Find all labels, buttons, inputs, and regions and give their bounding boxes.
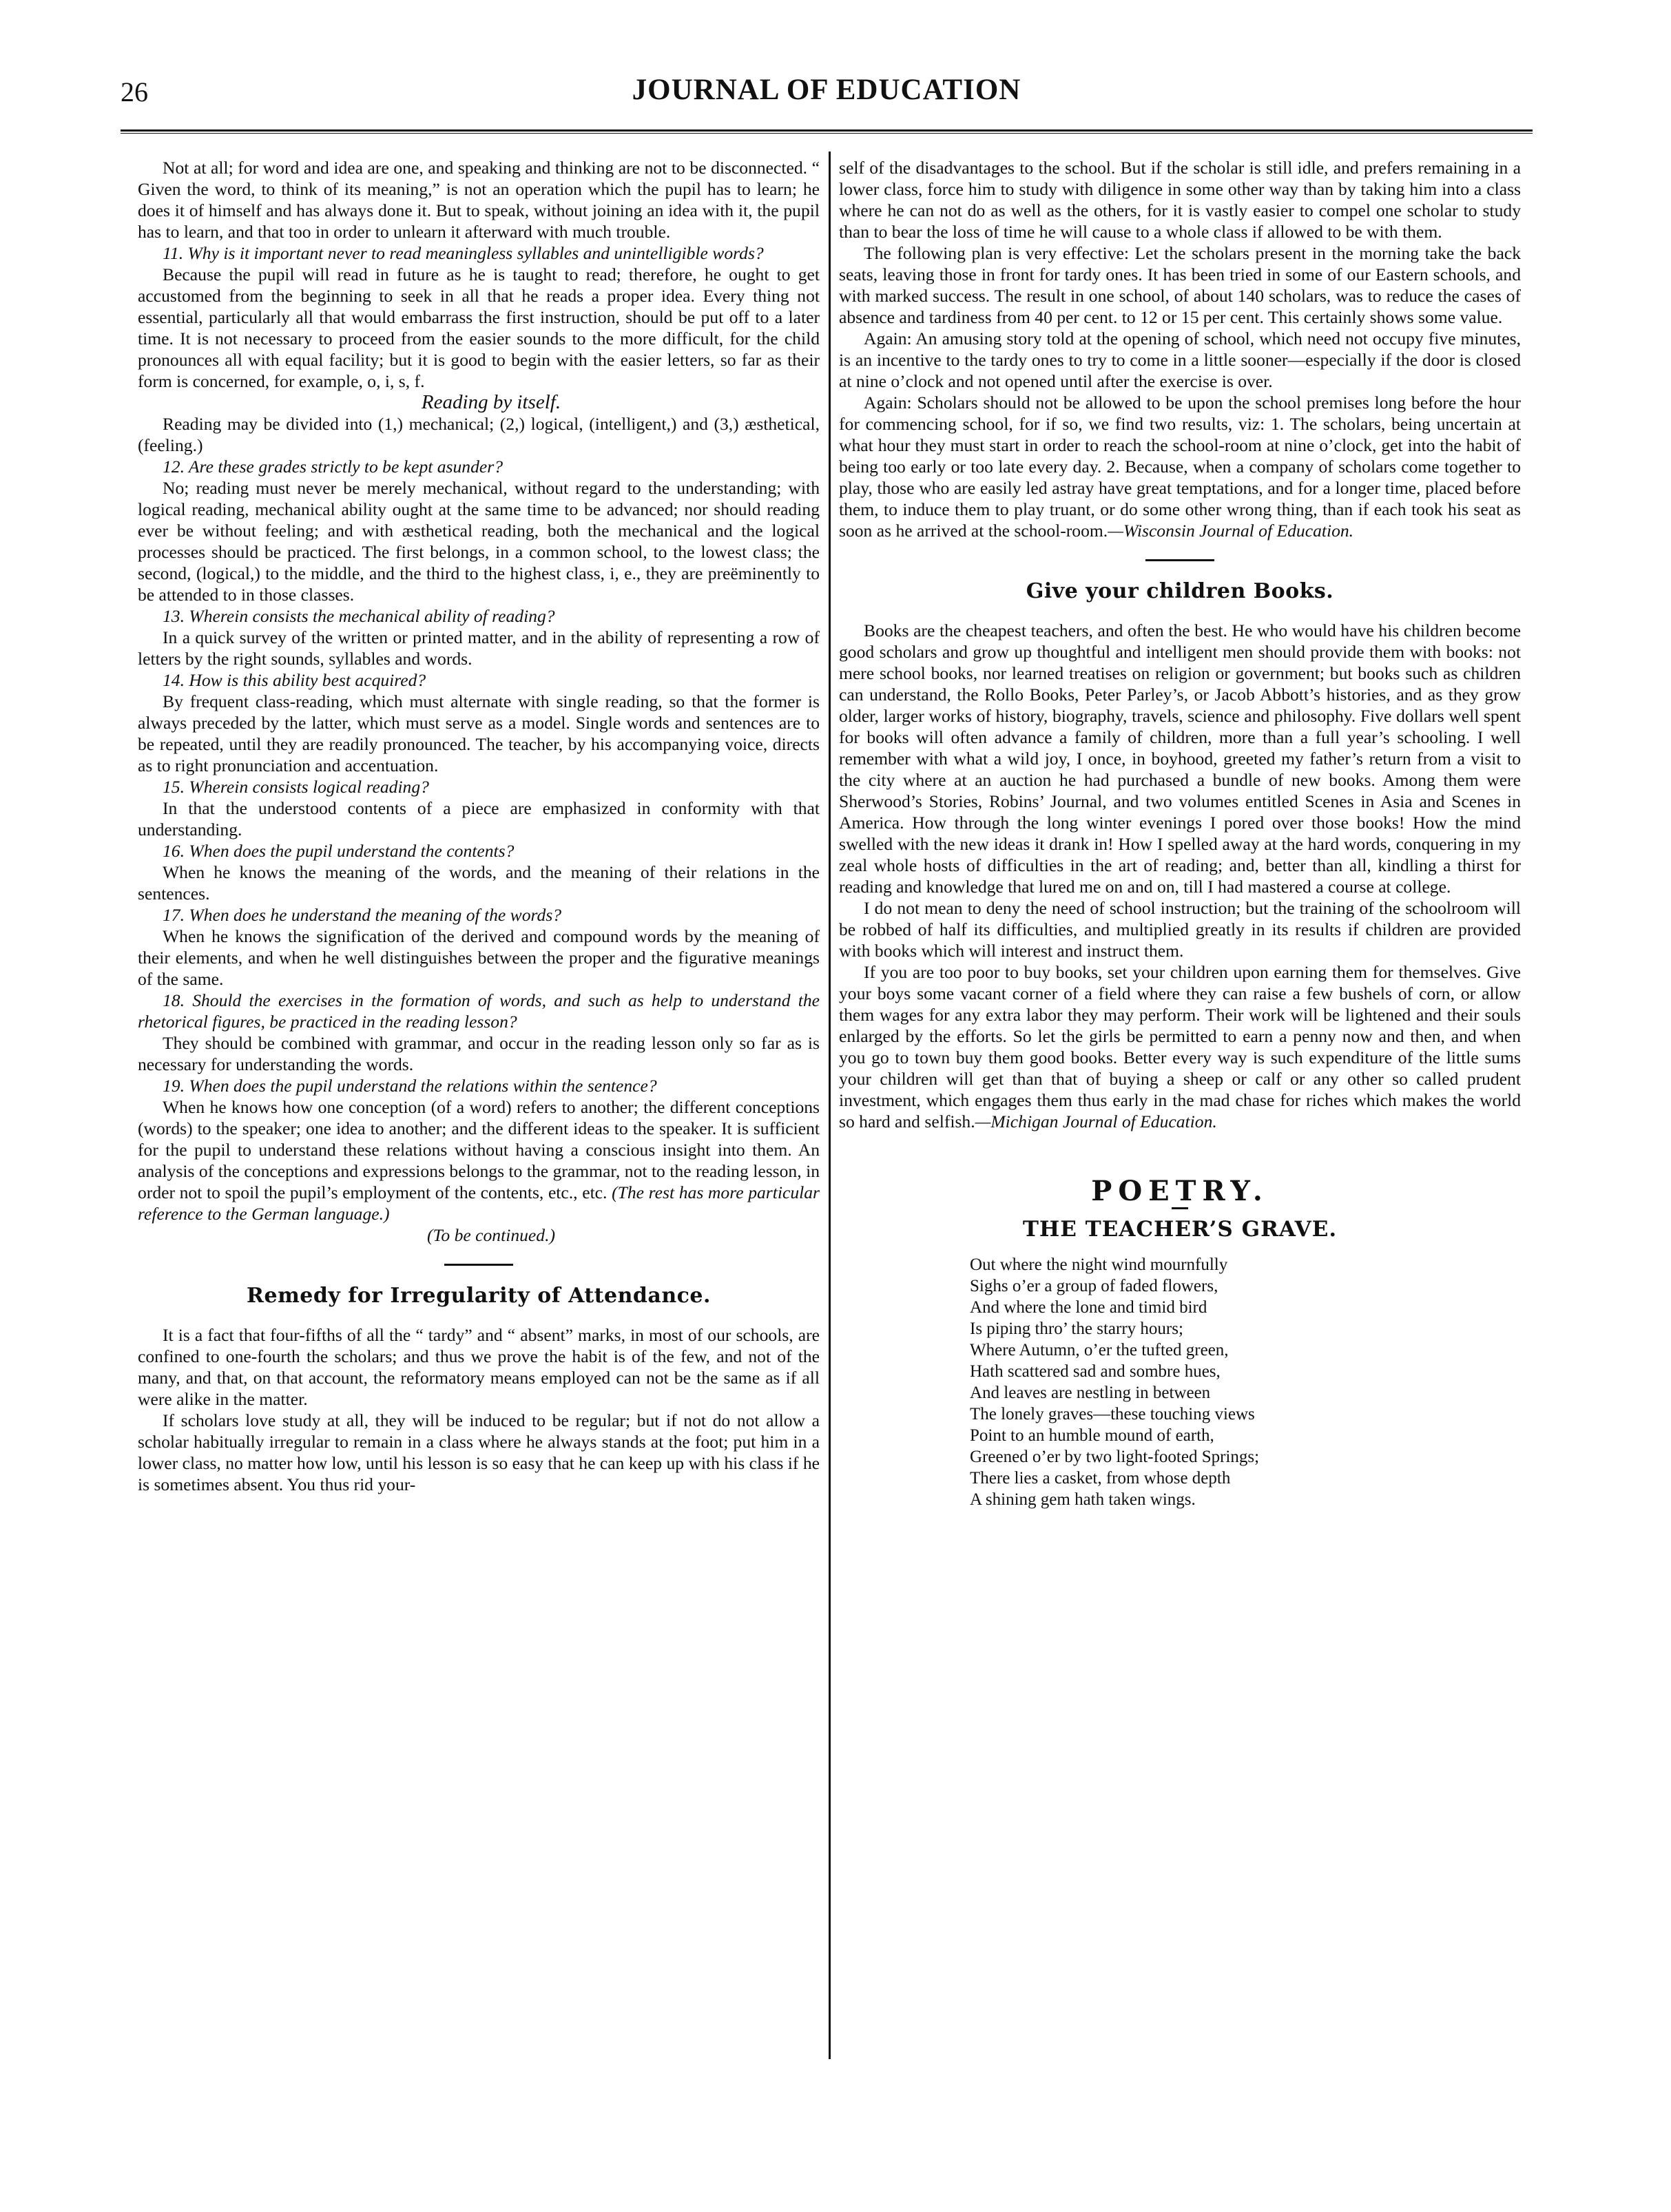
- answer: When he knows the meaning of the words, and the meaning of their relations in the sentences.: [138, 862, 820, 904]
- question: 19. When does the pupil understand the relations within the sentence?: [163, 1076, 657, 1096]
- paragraph: It is a fact that four-fifths of all the “ tardy” and “ absent” marks, in most of our schools, are confined to one-fourth the scholars; and thus we prove the habit is of the few, and not of the many, and that, on that account, the reformatory means employed can not be the same as if all were alike in the matter.: [138, 1325, 820, 1409]
- source-credit: —Michigan Journal of Education.: [975, 1112, 1217, 1131]
- page-number: 26: [121, 76, 148, 107]
- column-divider: [829, 152, 831, 2059]
- paragraph: I do not mean to deny the need of school instruction; but the training of the schoolroom will be robbed of half its difficulties, and multiplied greatly in its results if children are provided with books which will interest and instruct them.: [839, 898, 1521, 961]
- answer: When he knows the signification of the derived and compound words by the meaning of their elements, and when he well distinguishes between the proper and the figurative meanings of the same.: [138, 926, 820, 989]
- section-heading-remedy: Remedy for Irregularity of Attendance.: [247, 1284, 711, 1308]
- answer: Because the pupil will read in future as he is taught to read; therefore, he ought to get accustomed from the beginning to seek in all that he reads a proper idea. Every thing not essential, particularly all that would embarrass the first instruction, should be put off to a later time. It is not necessary to proceed from the easier sounds to the more difficult, for the child pronounces all with equal facility; but it is good to begin with the easier letters, so far as their form is concerned, for example, o, i, s, f.: [138, 264, 820, 391]
- paragraph: Books are the cheapest teachers, and often the best. He who would have his children become good scholars and grow up thoughtful and intelligent men should provide them with books: not mere school books, nor learned treatises on religion or government; but books such as children can understand, the Rollo Books, Peter Parley’s, or Jacob Abbott’s histories, and as they grow older, larger works of history, biography, travels, science and philosophy. Five dollars well spent for books will often advance a family of children, more than a full year’s schooling. I well remember with what a wild joy, I once, in boyhood, greeted my father’s return from a visit to the city where at an auction he had purchased a bundle of new books. Among them were Sherwood’s Stories, Robins’ Journal, and two volumes entitled Scenes in Asia and Scenes in America. How through the long winter evenings I pored over those books! How the mind swelled with the new ideas it drank in! How I spelled away at the hard words, conquering in my zeal whole hosts of difficulties in the art of reading; and, better than all, kindling a thirst for reading and knowledge that lured me on and on, till I had mastered a course at college.: [839, 620, 1521, 897]
- paragraph: If scholars love study at all, they will be induced to be regular; but if not do not allow a scholar habitually irregular to remain in a class where he always stands at the foot; put him in a lower class, no matter how low, until his lesson is so easy that he can keep up with his class if he is sometimes absent. You thus rid your-: [138, 1410, 820, 1494]
- question: 11. Why is it important never to read meaningless syllables and unintelligible words?: [163, 243, 764, 263]
- paragraph-text: Again: Scholars should not be allowed to be upon the school premises long before the hour for commencing school, for if so, we find two results, viz: 1. The scholars, being uncertain at what hour they must start in order to reach the school-room at nine o’clock, get into the habit of being too early or too late every day. 2. Because, when a company of scholars come together to play, those who are easily led astray have great temptations, and for a longer time, placed before them, to induce them to play truant, or do some other wrong thing, than if each took his seat as soon as he arrived at the school-room.: [839, 393, 1521, 541]
- poem-line: And leaves are nestling in between: [970, 1384, 1211, 1402]
- poem-line: Sighs o’er a group of faded flowers,: [970, 1277, 1218, 1295]
- left-column: [138, 157, 820, 1495]
- poetry-rule: [1172, 1207, 1188, 1209]
- poem: [970, 1254, 1521, 1510]
- question: 14. How is this ability best acquired?: [163, 670, 426, 690]
- paragraph: Reading may be divided into (1,) mechanical; (2,) logical, (intelligent,) and (3,) æsthetical, (feeling.): [138, 414, 820, 455]
- source-credit: —Wisconsin Journal of Education.: [1108, 521, 1354, 541]
- answer: [138, 1096, 820, 1224]
- poem-line: There lies a casket, from whose depth: [970, 1469, 1231, 1488]
- question: 13. Wherein consists the mechanical ability of reading?: [163, 606, 555, 626]
- section-rule: [1145, 559, 1214, 561]
- poem-line: And where the lone and timid bird: [970, 1298, 1207, 1317]
- poem-title: THE TEACHER’S GRAVE.: [1022, 1217, 1338, 1242]
- paragraph: self of the disadvantages to the school. But if the scholar is still idle, and prefers remaining in a lower class, force him to study with diligence in some other way than by taking him into a class where he can not do as well as the others, for it is vastly easier to compel one scholar to study than to bear the loss of time he will cause to a whole class if allowed to be with them.: [839, 158, 1521, 242]
- subheading: Reading by itself.: [421, 391, 561, 413]
- answer: They should be combined with grammar, and occur in the reading lesson only so far as is necessary for understanding the words.: [138, 1033, 820, 1074]
- answer: In a quick survey of the written or printed matter, and in the ability of representing a row of letters by the right sounds, syllables and words.: [138, 627, 820, 669]
- answer-note: (The rest has more particular reference to the German language.): [138, 1182, 820, 1224]
- poem-line: A shining gem hath taken wings.: [970, 1490, 1196, 1509]
- poem-line: Hath scattered sad and sombre hues,: [970, 1362, 1221, 1381]
- answer: In that the understood contents of a piece are emphasized in conformity with that understanding.: [138, 798, 820, 839]
- question: 15. Wherein consists logical reading?: [163, 777, 429, 797]
- header-rule: [121, 129, 1533, 134]
- answer: By frequent class-reading, which must alternate with single reading, so that the former is always preceded by the latter, which must serve as a model. Single words and sentences are to be repeated, until they are readily pronounced. The teacher, by his accompanying voice, directs as to right pronunciation and accentuation.: [138, 691, 820, 775]
- question: 12. Are these grades strictly to be kept asunder?: [163, 457, 504, 477]
- paragraph: [839, 961, 1521, 1132]
- paragraph: Again: An amusing story told at the opening of school, which need not occupy five minutes, is an incentive to the tardy ones to try to come in a little sooner—especially if the door is closed at nine o’clock and not opened until after the exercise is over.: [839, 328, 1521, 391]
- page-header: [121, 69, 1533, 124]
- question: 17. When does he understand the meaning of the words?: [163, 905, 562, 925]
- paragraph-text: If you are too poor to buy books, set your children upon earning them for themselves. Give your boys some vacant corner of a field where they can raise a few bushels of corn, or allow them wages for any extra labor they may perform. Their work will be lightened and their souls enlarged by the efforts. So let the girls be permitted to earn a penny now and then, and when you go to town buy them good books. Better every way is such expenditure of the little sums your children will get than that of buying a sheep or calf or any other so called prudent investment, which engages them thus early in the mad chase for riches which makes the world so hard and selfish.: [839, 962, 1521, 1131]
- poem-line: Is piping thro’ the starry hours;: [970, 1319, 1183, 1338]
- journal-title: JOURNAL OF EDUCATION: [632, 74, 1021, 106]
- poetry-heading: POETRY.: [1091, 1175, 1269, 1207]
- paragraph: Not at all; for word and idea are one, and speaking and thinking are not to be disconnected. “ Given the word, to think of its meaning,” is not an operation which the pupil has to learn; he does it of himself and has always done it. But to speak, without joining an idea with it, the pupil has to learn, and that too in order to unlearn it afterward with much trouble.: [138, 158, 820, 242]
- question: 16. When does the pupil understand the contents?: [163, 841, 515, 861]
- to-be-continued: (To be continued.): [426, 1225, 555, 1245]
- answer-text: When he knows how one conception (of a word) refers to another; the different conceptions (words) to the speaker; one idea to another; and the different ideas to the speaker. It is sufficient for the pupil to understand these relations without having a conscious insight into them. An analysis of the conceptions and expressions belongs to the grammar, not to the reading lesson, in order not to spoil the pupil’s employment of the contents, etc., etc.: [138, 1097, 820, 1202]
- poem-line: Where Autumn, o’er the tufted green,: [970, 1341, 1229, 1359]
- poem-line: Out where the night wind mournfully: [970, 1255, 1228, 1274]
- right-column: [839, 157, 1521, 1510]
- question: 18. Should the exercises in the formation of words, and such as help to understand the rhetorical figures, be practiced in the reading lesson?: [138, 990, 820, 1032]
- answer: No; reading must never be merely mechanical, without regard to the understanding; with logical reading, mechanical ability ought at the same time to be advanced; nor should reading ever be without feeling; and with æsthetical reading, both the mechanical and the logical processes should be practiced. The first belongs, in a common school, to the lowest class; the second, (logical,) to the middle, and the third to the highest class, i, e., they are preëminently to be attended to in those classes.: [138, 478, 820, 605]
- paragraph: The following plan is very effective: Let the scholars present in the morning take the back seats, leaving those in front for tardy ones. It has been tried in some of our Eastern schools, and with marked success. The result in one school, of about 140 scholars, was to reduce the cases of absence and tardiness from 40 per cent. to 12 or 15 per cent. This certainly shows some value.: [839, 243, 1521, 327]
- section-rule: [444, 1264, 513, 1266]
- section-heading-books: Give your children Books.: [1026, 579, 1334, 603]
- poem-line: The lonely graves—these touching views: [970, 1405, 1255, 1423]
- paragraph: [839, 392, 1521, 541]
- poem-line: Greened o’er by two light-footed Springs;: [970, 1448, 1260, 1466]
- poem-line: Point to an humble mound of earth,: [970, 1426, 1214, 1445]
